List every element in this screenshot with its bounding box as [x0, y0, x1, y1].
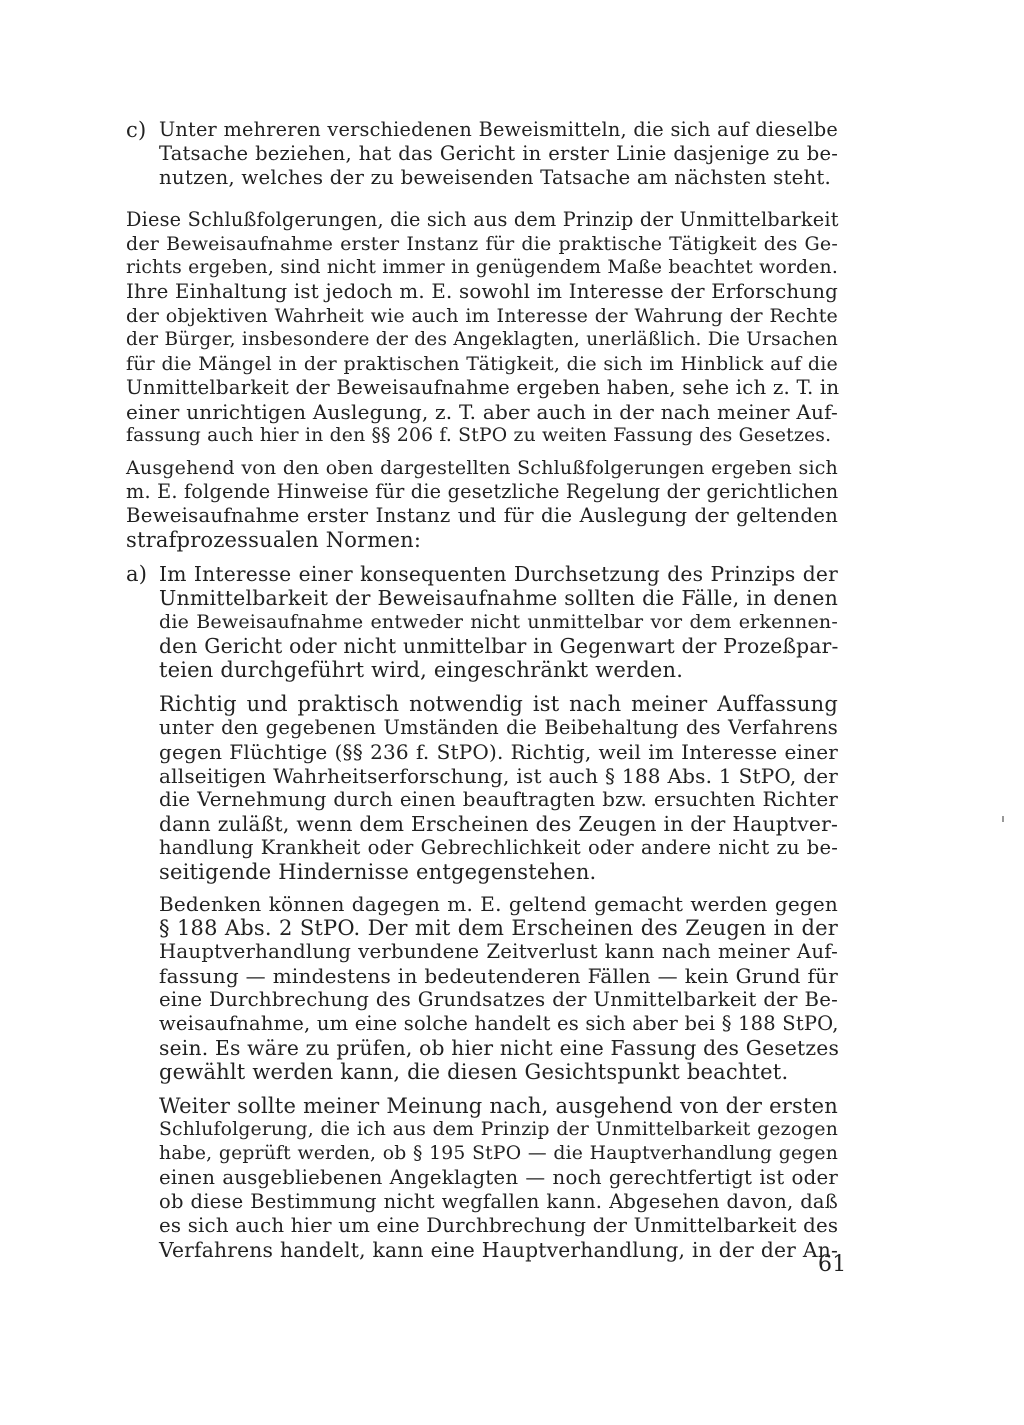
text-line: Ausgehend von den oben dargestellten Schlußfolgerungen ergeben sich — [126, 457, 838, 479]
text-line: Verfahrens handelt, kann eine Hauptverhandlung, in der der An- — [159, 1238, 838, 1262]
text-line: Unmittelbarkeit der Beweisaufnahme sollten die Fälle, in denen — [159, 586, 838, 610]
text-line: es sich auch hier um eine Durchbrechung der Unmittelbarkeit des — [159, 1214, 839, 1237]
text-line: Unter mehreren verschiedenen Beweismitteln, die sich auf dieselbe — [159, 118, 838, 141]
text-line: die Vernehmung durch einen beauftragten bzw. ersuchten Richter — [159, 788, 838, 811]
text-line: m. E. folgende Hinweise für die gesetzliche Regelung der gerichtlichen — [126, 480, 839, 503]
text-line: Schlufolgerung, die ich aus dem Prinzip der Unmittelbarkeit gezogen — [159, 1119, 838, 1140]
text-line: der Bürger, insbesondere der des Angeklagten, unerläßlich. Die Ursachen — [126, 329, 838, 350]
text-line: dann zuläßt, wenn dem Erscheinen des Zeugen in der Hauptver- — [159, 812, 838, 836]
text-line: nutzen, welches der zu beweisenden Tatsache am nächsten steht. — [159, 166, 832, 189]
text-line: der Beweisaufnahme erster Instanz für die praktische Tätigkeit des Ge- — [126, 233, 838, 255]
text-line: Tatsache beziehen, hat das Gericht in erster Linie dasjenige zu be- — [159, 142, 838, 165]
text-line: Richtig und praktisch notwendig ist nach meiner Auffassung — [159, 692, 838, 716]
text-line: teien durchgeführt wird, eingeschränkt werden. — [159, 658, 684, 682]
text-line: gegen Flüchtige (§§ 236 f. StPO). Richtig, weil im Interesse einer — [159, 740, 838, 764]
text-line: eine Durchbrechung des Grundsatzes der Unmittelbarkeit der Be- — [159, 988, 838, 1011]
text-line: Diese Schlußfolgerungen, die sich aus dem Prinzip der Unmittelbarkeit — [126, 208, 839, 231]
text-line: allseitigen Wahrheitserforschung, ist auch § 188 Abs. 1 StPO, der — [159, 764, 838, 788]
scan-speck — [1002, 816, 1004, 822]
text-line: für die Mängel in der praktischen Tätigkeit, die sich im Hinblick auf die — [126, 353, 838, 375]
text-line: Ihre Einhaltung ist jedoch m. E. sowohl im Interesse der Erforschung — [126, 280, 838, 303]
text-line: Bedenken können dagegen m. E. geltend gemacht werden gegen — [159, 892, 838, 916]
text-line: habe, geprüft werden, ob § 195 StPO — die Hauptverhandlung gegen — [159, 1143, 838, 1164]
text-line: weisaufnahme, um eine solche handelt es sich aber bei § 188 StPO, — [159, 1012, 839, 1035]
text-line: sein. Es wäre zu prüfen, ob hier nicht eine Fassung des Gesetzes — [159, 1036, 840, 1060]
text-line: handlung Krankheit oder Gebrechlichkeit oder andere nicht zu be- — [159, 836, 838, 859]
text-line: die Beweisaufnahme entweder nicht unmittelbar vor dem erkennen- — [159, 611, 838, 633]
text-line: Im Interesse einer konsequenten Durchsetzung des Prinzips der — [159, 562, 838, 586]
text-line: strafprozessualen Normen: — [126, 528, 422, 552]
list-label-a: a) — [126, 562, 148, 586]
text-line: den Gericht oder nicht unmittelbar in Gegenwart der Prozeßpar- — [159, 634, 839, 658]
text-line: Hauptverhandlung verbundene Zeitverlust kann nach meiner Auf- — [159, 940, 838, 963]
text-line: einer unrichtigen Auslegung, z. T. aber auch in der nach meiner Auf- — [126, 400, 838, 424]
text-line: richts ergeben, sind nicht immer in genügendem Maße beachtet worden. — [126, 257, 838, 278]
text-line: einen ausgebliebenen Angeklagten — noch gerechtfertigt ist oder — [159, 1166, 838, 1189]
text-line: fassung — mindestens in bedeutenderen Fällen — kein Grund für — [159, 964, 838, 988]
text-line: fassung auch hier in den §§ 206 f. StPO zu weiten Fassung des Gesetzes. — [126, 425, 832, 446]
text-line: der objektiven Wahrheit wie auch im Interesse der Wahrung der Rechte — [126, 305, 838, 327]
text-line: unter den gegebenen Umständen die Beibehaltung des Verfahrens — [159, 716, 838, 739]
text-line: Unmittelbarkeit der Beweisaufnahme ergeben haben, sehe ich z. T. in — [126, 376, 840, 399]
text-line: Beweisaufnahme erster Instanz und für die Auslegung der geltenden — [126, 504, 838, 527]
text-line: ob diese Bestimmung nicht wegfallen kann. Abgesehen davon, daß — [159, 1190, 838, 1213]
text-line: seitigende Hindernisse entgegenstehen. — [159, 860, 597, 884]
list-label-c: c) — [126, 118, 147, 142]
text-line: § 188 Abs. 2 StPO. Der mit dem Erscheinen des Zeugen in der — [159, 916, 838, 940]
page-number: 61 — [818, 1252, 847, 1277]
text-line: Weiter sollte meiner Meinung nach, ausgehend von der ersten — [159, 1094, 838, 1118]
text-line: gewählt werden kann, die diesen Gesichtspunkt beachtet. — [159, 1060, 789, 1084]
